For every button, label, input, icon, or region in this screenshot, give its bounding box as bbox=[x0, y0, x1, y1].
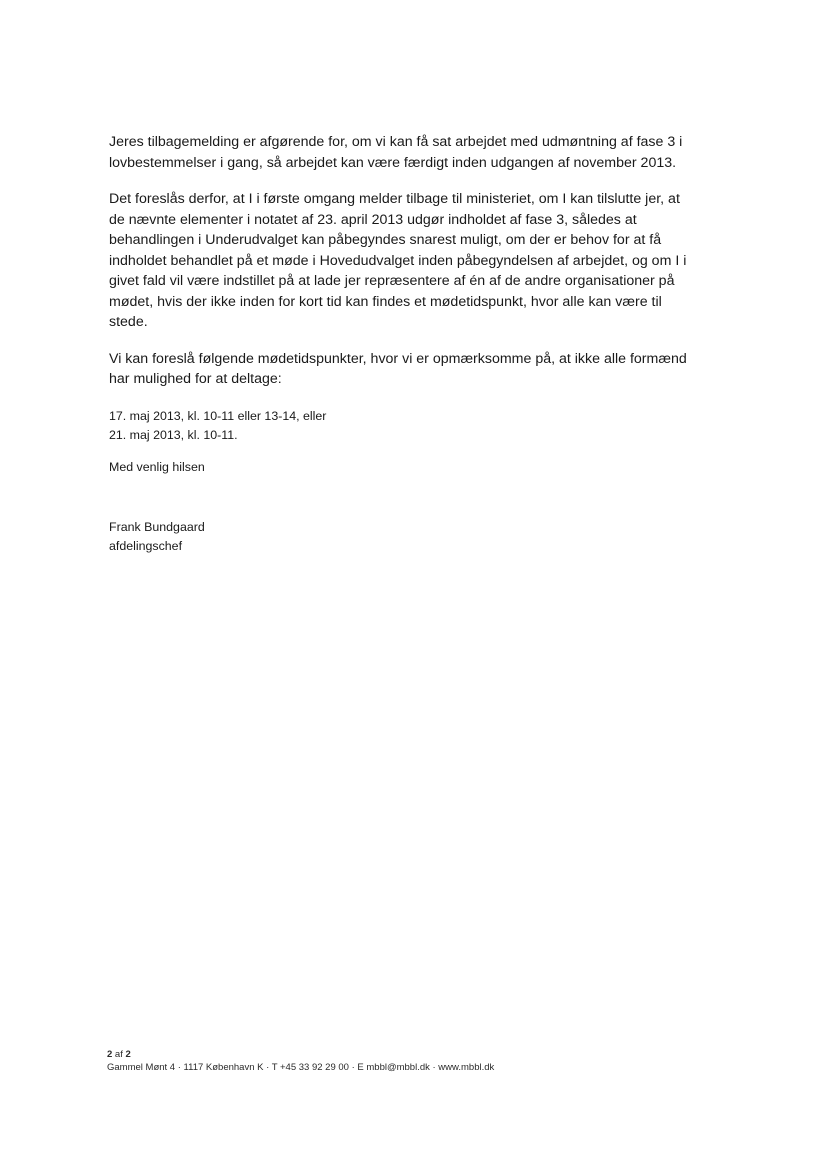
letter-body bbox=[109, 132, 719, 406]
text-line: indholdet behandlet på et møde i Hovedudvalget inden påbegyndelsen af arbejdet, og om I i bbox=[109, 252, 687, 269]
text-line: behandlingen i Underudvalget kan påbegyndes snarest muligt, om der er behov for at få bbox=[109, 232, 662, 248]
page-total: 2 bbox=[125, 1049, 131, 1060]
paragraph-meeting-times bbox=[109, 349, 719, 390]
page-number bbox=[107, 1048, 494, 1061]
text-line: mødet, hvis der ikke inden for kort tid kan findes et mødetidspunkt, hvor alle kan være til bbox=[109, 293, 662, 310]
meeting-date-option: 21. maj 2013, kl. 10-11. bbox=[109, 427, 238, 442]
text-line: lovbestemmelser i gang, så arbejdet kan være færdigt inden udgangen af november 2013. bbox=[109, 154, 677, 171]
meeting-dates bbox=[109, 407, 326, 444]
page-footer bbox=[107, 1048, 494, 1074]
footer-address: Gammel Mønt 4 · 1117 København K · T +45 33 92 29 00 · E mbbl@mbbl.dk · www.mbbl.dk bbox=[107, 1062, 495, 1073]
text-line: stede. bbox=[109, 314, 148, 330]
text-line: Vi kan foreslå følgende mødetidspunkter, hvor vi er opmærksomme på, at ikke alle formænd bbox=[109, 350, 687, 367]
text-line: Jeres tilbagemelding er afgørende for, om vi kan få sat arbejdet med udmøntning af fase 3 i bbox=[109, 134, 683, 150]
meeting-date-option: 17. maj 2013, kl. 10-11 eller 13-14, eller bbox=[109, 409, 327, 423]
paragraph-proposal bbox=[109, 189, 719, 333]
text-line: givet fald vil være indstillet på at lade jer repræsentere af én af de andre organisationer på bbox=[109, 273, 675, 289]
page-separator: af bbox=[112, 1049, 126, 1060]
text-line: de nævnte elementer i notatet af 23. april 2013 udgør indholdet af fase 3, således at bbox=[109, 211, 637, 228]
page-current: 2 bbox=[107, 1049, 113, 1060]
text-line: har mulighed for at deltage: bbox=[109, 371, 282, 387]
text-line: Det foreslås derfor, at I i første omgang melder tilbage til ministeriet, om I kan tilslutte jer, at bbox=[109, 191, 680, 207]
closing-greeting: Med venlig hilsen bbox=[109, 460, 205, 474]
paragraph-feedback bbox=[109, 132, 719, 173]
signer-title: afdelingschef bbox=[109, 538, 183, 553]
signer-name: Frank Bundgaard bbox=[109, 520, 205, 534]
signature-block bbox=[109, 518, 205, 555]
